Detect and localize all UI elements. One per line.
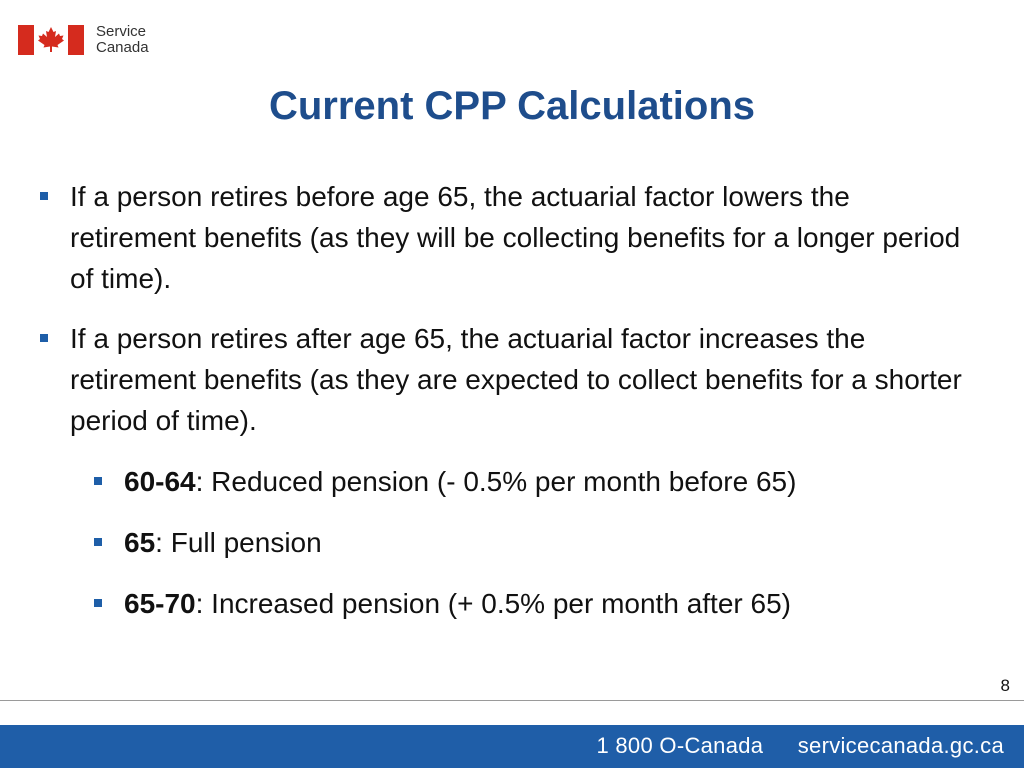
square-bullet-icon <box>94 538 102 546</box>
footer-bar <box>0 725 1024 768</box>
page-number: 8 <box>1000 676 1010 695</box>
footer-divider <box>0 700 1024 701</box>
sub-bullet-item <box>94 583 975 624</box>
sub-bullet-label: 65 <box>124 527 156 558</box>
sub-bullet-text <box>124 461 796 502</box>
sub-bullet-desc: : Reduced pension (- 0.5% per month before 65) <box>195 466 797 497</box>
square-bullet-icon <box>40 334 48 342</box>
footer-contact <box>596 733 1004 759</box>
square-bullet-icon <box>94 477 102 485</box>
logo-line-2: Canada <box>96 39 149 56</box>
sub-bullet-desc: : Full pension <box>155 527 322 558</box>
footer-phone: 1 800 O-Canada <box>596 733 764 758</box>
canada-flag-icon <box>18 25 84 55</box>
slide-title: Current CPP Calculations <box>268 84 756 128</box>
square-bullet-icon <box>40 192 48 200</box>
bullet-item <box>40 176 975 299</box>
sub-bullet-text <box>124 583 791 624</box>
sub-bullet-label: 65-70 <box>124 588 196 619</box>
square-bullet-icon <box>94 599 102 607</box>
sub-bullet-item <box>94 461 975 502</box>
footer-website: servicecanada.gc.ca <box>797 733 1004 758</box>
sub-bullet-text <box>124 522 322 563</box>
sub-bullet-desc: : Increased pension (+ 0.5% per month after 65) <box>195 588 791 619</box>
logo-line-1: Service <box>96 23 147 40</box>
logo-text <box>96 24 149 56</box>
slide-content <box>40 176 975 644</box>
sub-bullet-item <box>94 522 975 563</box>
bullet-text: If a person retires after age 65, the actuarial factor increases the retirement benefits (as they are expected to collect benefits for a shorter period of time). <box>70 323 962 436</box>
service-canada-logo <box>18 24 149 56</box>
bullet-text: If a person retires before age 65, the actuarial factor lowers the retirement benefits (as they will be collecting benefits for a longer period of time). <box>70 181 961 294</box>
sub-bullet-label: 60-64 <box>124 466 196 497</box>
bullet-item <box>40 318 975 441</box>
